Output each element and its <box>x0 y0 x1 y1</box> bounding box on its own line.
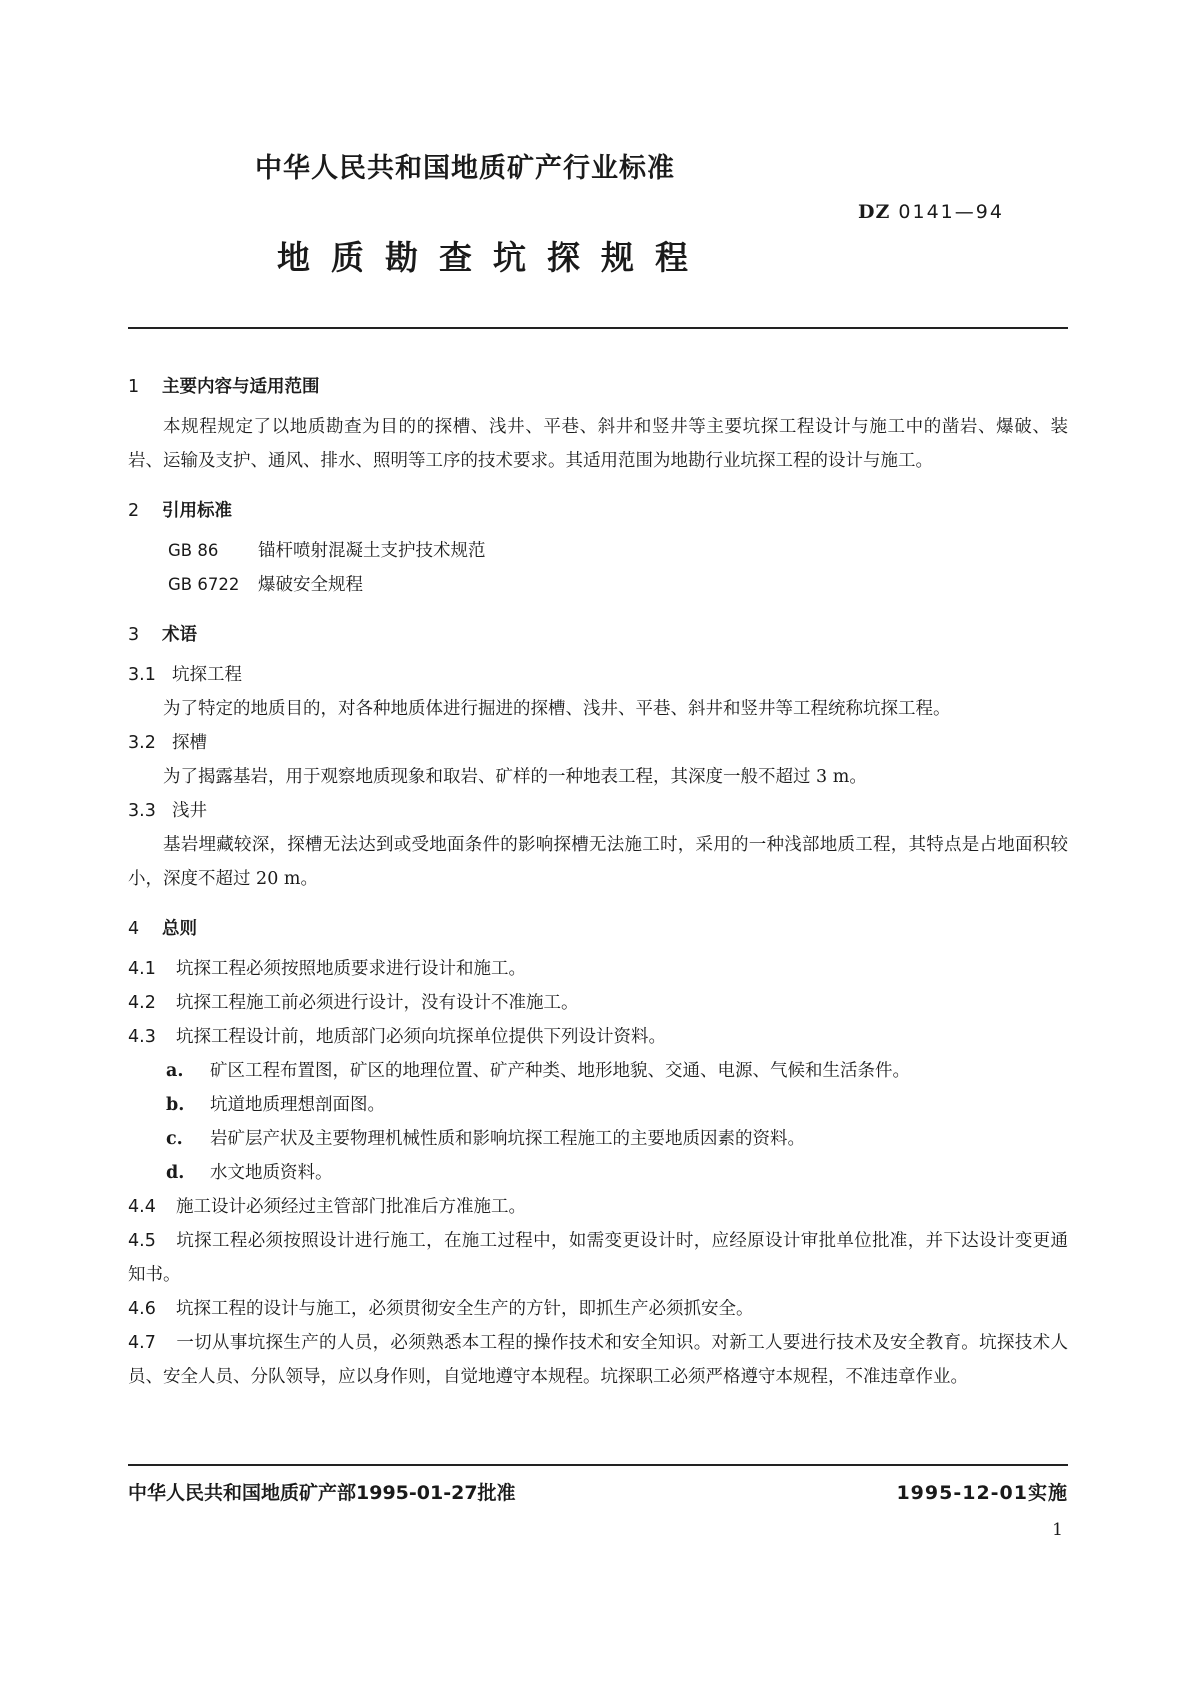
code-prefix: DZ <box>858 201 891 223</box>
clause: 4.2 坑探工程施工前必须进行设计，没有设计不准施工。 <box>128 993 579 1013</box>
clause: 4.4 施工设计必须经过主管部门批准后方准施工。 <box>128 1197 526 1217</box>
list-item: b. 坑道地质理想剖面图。 <box>166 1095 385 1115</box>
term-definition: 为了特定的地质目的，对各种地质体进行掘进的探槽、浅井、平巷、斜井和竖井等工程统称坑探工程。 <box>163 699 951 719</box>
section-heading: 2 引用标准 <box>128 501 232 521</box>
clause: 4.5 坑探工程必须按照设计进行施工，在施工过程中，如需变更设计时，应经原设计审批单位批准，并下达设计变更通知书。 <box>128 1231 1068 1285</box>
term-definition: 为了揭露基岩，用于观察地质现象和取岩、矿样的一种地表工程，其深度一般不超过 3 m。 <box>163 767 867 787</box>
document-code <box>858 201 1004 223</box>
clause: 4.1 坑探工程必须按照地质要求进行设计和施工。 <box>128 959 526 979</box>
main-title: 地质勘查坑探规程 <box>277 238 709 277</box>
standard-title: 中华人民共和国地质矿产行业标准 <box>255 153 675 184</box>
section-heading: 1 主要内容与适用范围 <box>128 377 320 397</box>
clause: 4.3 坑探工程设计前，地质部门必须向坑探单位提供下列设计资料。 <box>128 1027 666 1047</box>
term-heading: 3.1 坑探工程 <box>128 665 242 685</box>
page-number: 1 <box>1052 1520 1063 1540</box>
section-heading: 4 总则 <box>128 919 197 939</box>
term-definition: 基岩埋藏较深，探槽无法达到或受地面条件的影响探槽无法施工时，采用的一种浅部地质工程，其特点是占地面积较小，深度不超过 20 m。 <box>128 835 1068 889</box>
footer-divider <box>128 1464 1068 1466</box>
section-paragraph: 本规程规定了以地质勘查为目的的探槽、浅井、平巷、斜井和竖井等主要坑探工程设计与施工中的凿岩、爆破、装岩、运输及支护、通风、排水、照明等工序的技术要求。其适用范围为地勘行业坑探工程的设计与施工。 <box>128 417 1068 471</box>
document-body <box>128 370 1068 1394</box>
code-number: 0141—94 <box>898 201 1004 223</box>
list-item: d. 水文地质资料。 <box>166 1163 333 1183</box>
clause: 4.7 一切从事坑探生产的人员，必须熟悉本工程的操作技术和安全知识。对新工人要进行技术及安全教育。坑探技术人员、安全人员、分队领导，应以身作则，自觉地遵守本规程。坑探职工必须严格遵守本规程，不准违章作业。 <box>128 1333 1068 1387</box>
section-heading: 3 术语 <box>128 625 197 645</box>
clause: 4.6 坑探工程的设计与施工，必须贯彻安全生产的方针，即抓生产必须抓安全。 <box>128 1299 754 1319</box>
effective-date: 1995-12-01实施 <box>896 1482 1068 1504</box>
approval-line: 中华人民共和国地质矿产部1995-01-27批准 <box>128 1482 516 1504</box>
reference-item: GB 86 锚杆喷射混凝土支护技术规范 <box>168 541 486 561</box>
list-item: a. 矿区工程布置图，矿区的地理位置、矿产种类、地形地貌、交通、电源、气候和生活条件。 <box>166 1061 910 1081</box>
term-heading: 3.3 浅井 <box>128 801 207 821</box>
term-heading: 3.2 探槽 <box>128 733 207 753</box>
reference-item: GB 6722 爆破安全规程 <box>168 575 363 595</box>
list-item: c. 岩矿层产状及主要物理机械性质和影响坑探工程施工的主要地质因素的资料。 <box>166 1129 805 1149</box>
header-divider <box>128 327 1068 329</box>
